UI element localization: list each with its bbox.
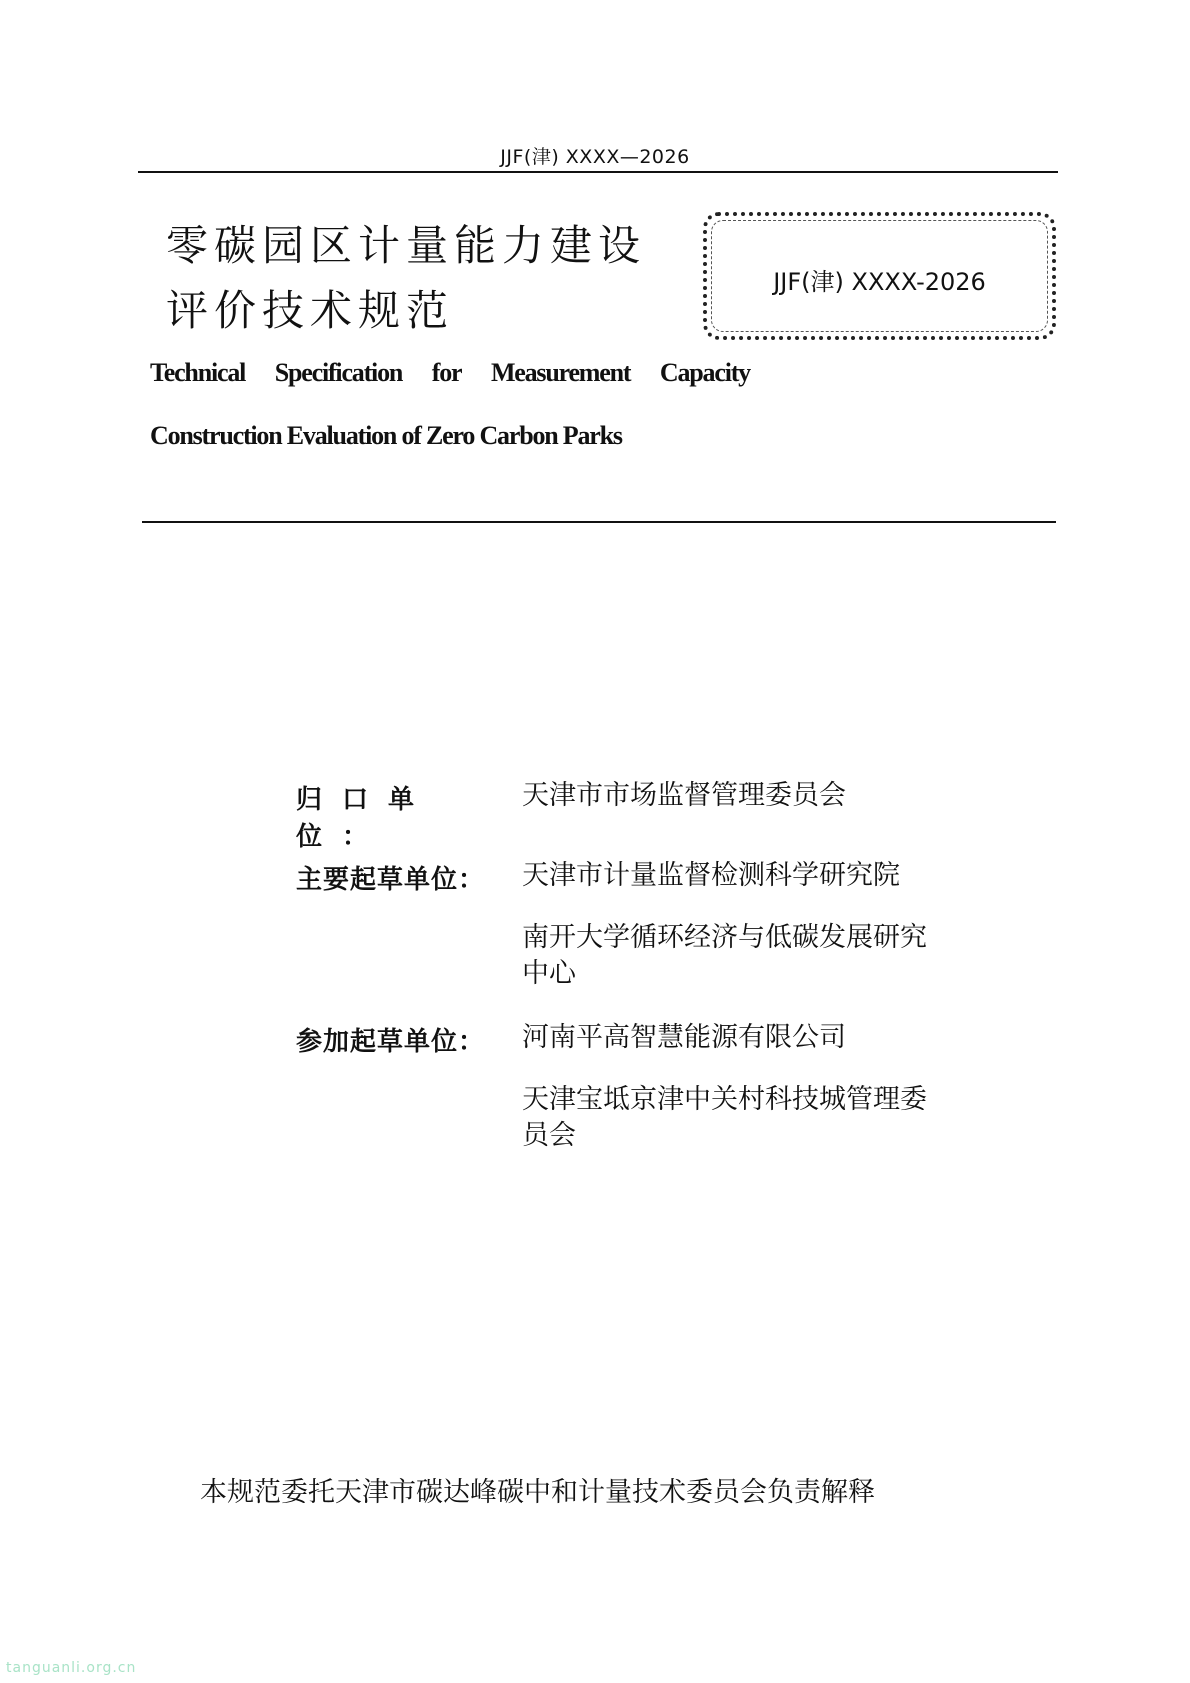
main-drafting-unit-label: 主要起草单位：	[296, 865, 486, 895]
title-cn-line1: 零碳园区计量能力建设	[166, 221, 647, 270]
title-en-line1	[150, 358, 750, 388]
main-drafting-unit-value: 天津市计量监督检测科学研究院	[522, 860, 900, 891]
code-box	[703, 212, 1056, 340]
watermark: tanguanli.org.cn	[6, 1660, 137, 1676]
interpretation-note: 本规范委托天津市碳达峰碳中和计量技术委员会负责解释	[200, 1477, 875, 1508]
participating-unit-label: 参加起草单位：	[296, 1027, 486, 1057]
title-cn-line2: 评价技术规范	[166, 286, 455, 335]
title-en-line2: Construction Evaluation of Zero Carbon Parks	[150, 421, 622, 450]
centralized-unit-label: 归口单位：	[296, 785, 435, 852]
title-divider	[142, 521, 1056, 523]
title-en-word: Capacity	[659, 358, 750, 387]
title-en-word: Technical	[150, 358, 246, 387]
main-drafting-unit-value: 南开大学循环经济与低碳发展研究中心	[522, 922, 927, 989]
document-code-header: JJF(津) XXXX—2026	[500, 146, 690, 168]
title-en-word: Specification	[274, 358, 403, 387]
participating-unit-value: 天津宝坻京津中关村科技城管理委员会	[522, 1084, 927, 1151]
header-divider	[138, 171, 1058, 173]
title-en-word: Measurement	[490, 358, 631, 387]
title-en-word: for	[431, 358, 462, 387]
centralized-unit-value: 天津市市场监督管理委员会	[522, 780, 846, 811]
code-box-text: JJF(津) XXXX-2026	[773, 268, 986, 296]
participating-unit-value: 河南平高智慧能源有限公司	[522, 1022, 846, 1053]
